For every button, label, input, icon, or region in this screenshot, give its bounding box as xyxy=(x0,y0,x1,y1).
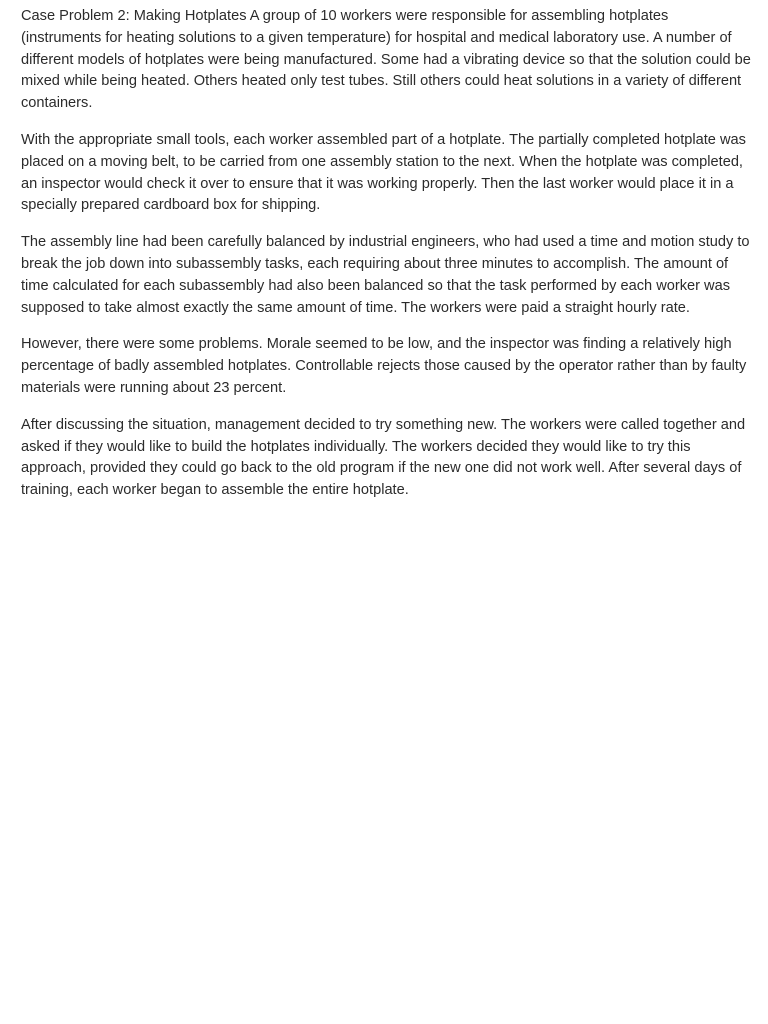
paragraph-new-approach: After discussing the situation, management decided to try something new. The workers were called together and asked if they would like to build the hotplates individually. The workers decided they would like to try this approach, provided they could go back to the old program if the new one did not work well. After several days of training, each worker began to assemble the entire hotplate. xyxy=(21,416,746,499)
paragraph-problems: However, there were some problems. Morale seemed to be low, and the inspector was finding a relatively high percentage of badly assembled hotplates. Controllable rejects those caused by the operator rather than by faulty materials were running about 23 percent. xyxy=(21,336,747,396)
paragraph-case-intro: Case Problem 2: Making Hotplates A group of 10 workers were responsible for assembling hotplates (instruments for heating solutions to a given temperature) for hospital and medical laboratory use. A number of different models of hotplates were being manufactured. Some had a vibrating device so that the solution could be mixed while being heated. Others heated only test tubes. Still others could heat solutions in a variety of different containers. xyxy=(21,8,751,112)
paragraph-line-balancing: The assembly line had been carefully balanced by industrial engineers, who had used a time and motion study to break the job down into subassembly tasks, each requiring about three minutes to accomplish. The amount of time calculated for each subassembly had also been balanced so that the task performed by each worker was supposed to take almost exactly the same amount of time. The workers were paid a straight hourly rate. xyxy=(21,234,750,316)
paragraph-assembly-process: With the appropriate small tools, each worker assembled part of a hotplate. The partially completed hotplate was placed on a moving belt, to be carried from one assembly station to the next. When the hotplate was completed, an inspector would check it over to ensure that it was working properly. Then the last worker would place it in a specially prepared cardboard box for shipping. xyxy=(21,131,746,214)
case-problem-document xyxy=(21,6,751,517)
